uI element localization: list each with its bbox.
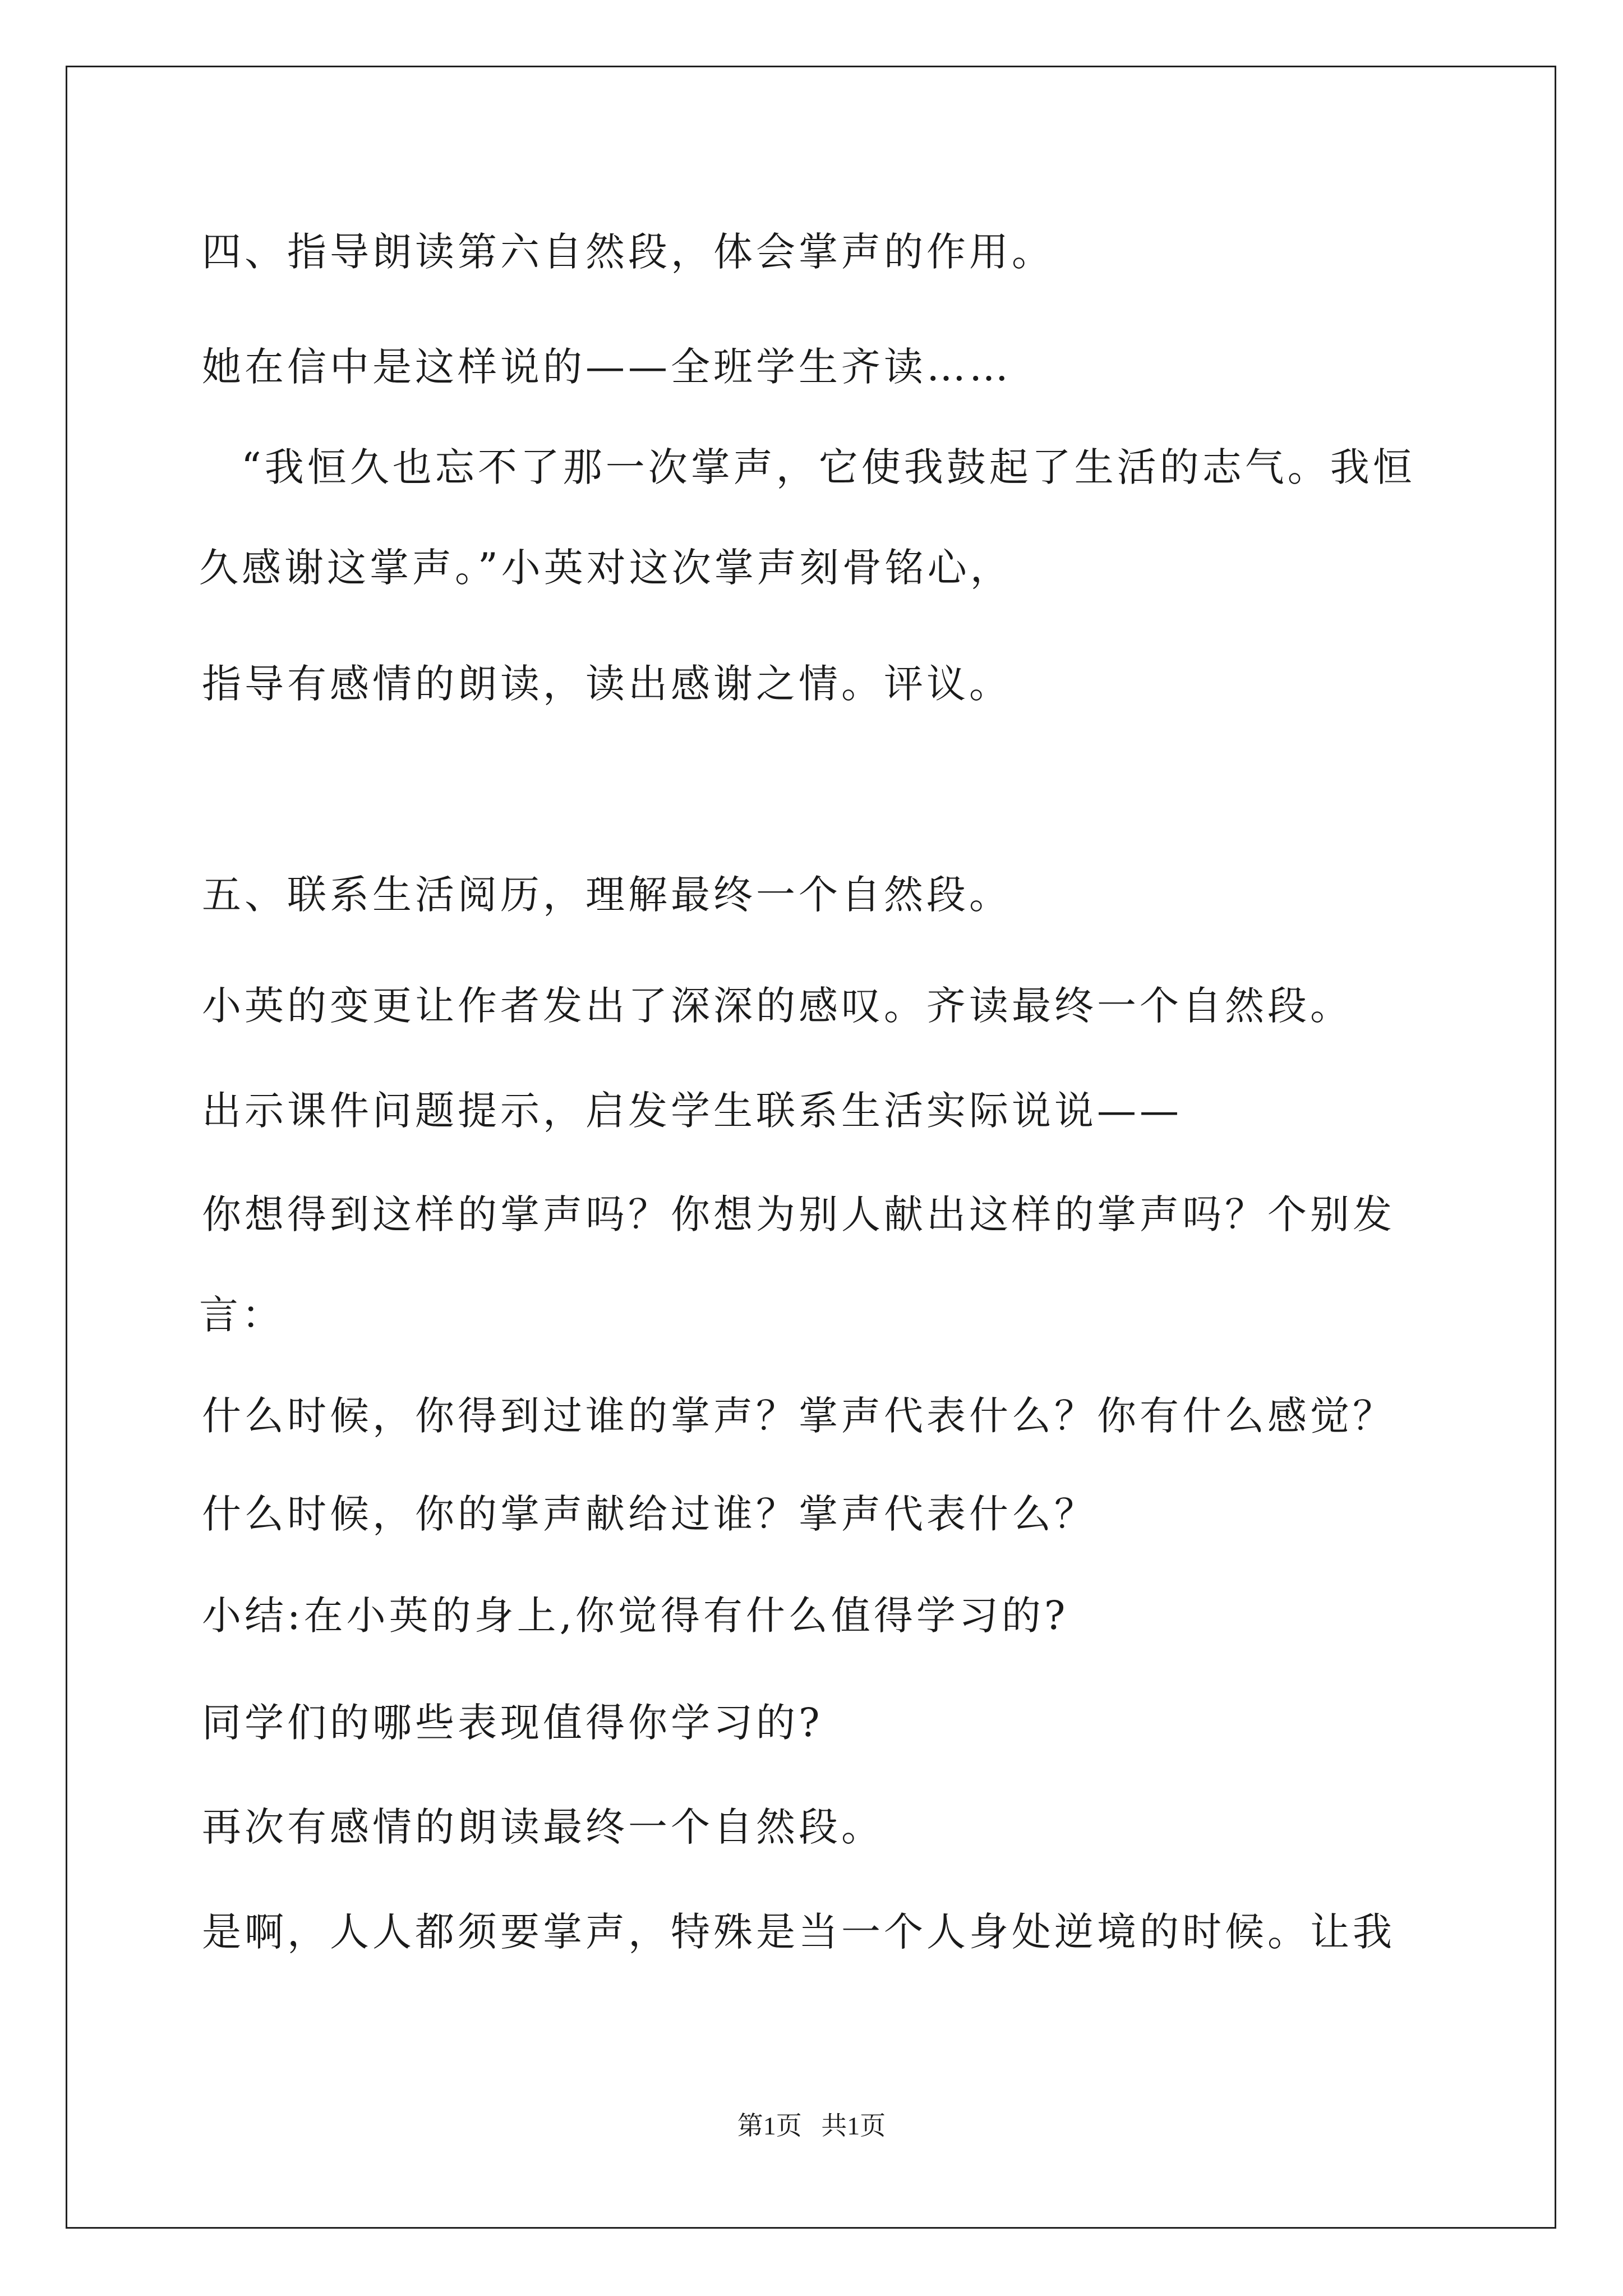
paragraph-xiaoying-change: 小英的变更让作者发出了深深的感叹。齐读最终一个自然段。: [202, 983, 1353, 1029]
paragraph-section-five-heading: 五、联系生活阅历，理解最终一个自然段。: [202, 872, 1012, 918]
page-footer: [0, 2109, 1623, 2143]
paragraph-courseware-prompt: 出示课件问题提示，启发学生联系生活实际说说——: [202, 1088, 1182, 1134]
paragraph-reading-guidance: 指导有感情的朗读，读出感谢之情。评议。: [202, 661, 1012, 707]
paragraph-quote-line-1: “我恒久也忘不了那一次掌声，它使我鼓起了生活的志气。我恒: [241, 444, 1415, 490]
footer-total-pages: 共1页: [821, 2111, 886, 2140]
paragraph-conclusion: 是啊，人人都须要掌声，特殊是当一个人身处逆境的时候。让我: [202, 1909, 1395, 1955]
paragraph-question-given: 什么时候，你的掌声献给过谁？掌声代表什么？: [202, 1491, 1097, 1537]
paragraph-summary: 小结:在小英的身上,你觉得有什么值得学习的?: [202, 1593, 1069, 1639]
paragraph-question-received: 什么时候，你得到过谁的掌声？掌声代表什么？你有什么感觉？: [202, 1393, 1395, 1439]
paragraph-classmates: 同学们的哪些表现值得你学习的?: [202, 1700, 823, 1746]
footer-page-number: 第1页: [737, 2111, 802, 2140]
paragraph-question-line-2: 言：: [199, 1292, 284, 1338]
paragraph-section-four-heading: 四、指导朗读第六自然段，体会掌声的作用。: [202, 229, 1054, 275]
paragraph-reread: 再次有感情的朗读最终一个自然段。: [202, 1804, 884, 1850]
paragraph-letter-intro: 她在信中是这样说的——全班学生齐读……: [202, 344, 1012, 390]
paragraph-quote-line-2: 久感谢这掌声。”小英对这次掌声刻骨铭心，: [199, 545, 1013, 591]
paragraph-question-line-1: 你想得到这样的掌声吗？你想为别人献出这样的掌声吗？个别发: [202, 1191, 1395, 1237]
footer-separator: [802, 2111, 822, 2140]
